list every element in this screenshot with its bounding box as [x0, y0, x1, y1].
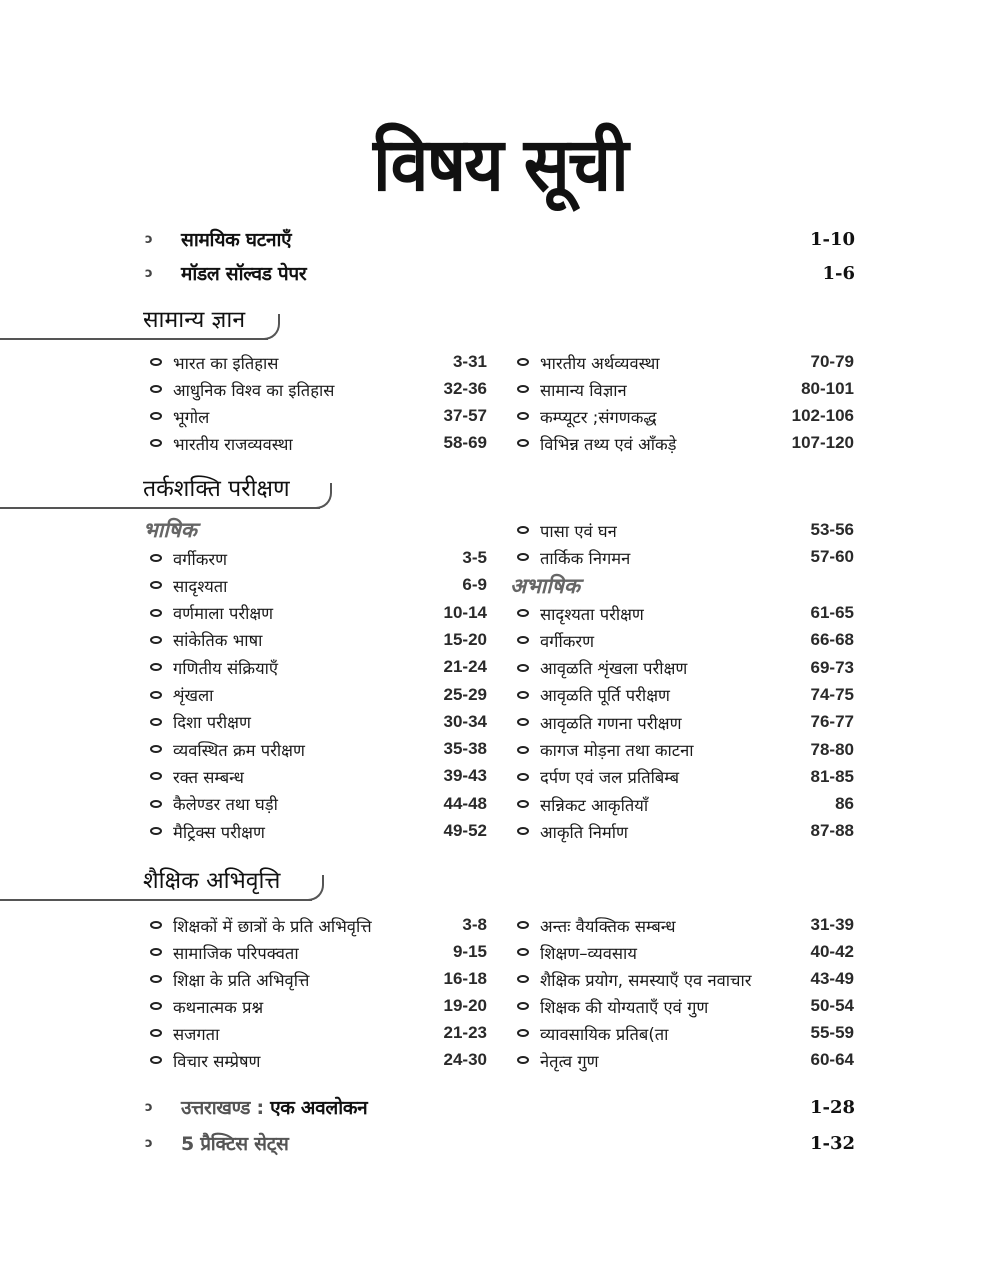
toc-row-label: आकृति निर्माण	[540, 822, 628, 842]
toc-row-label: भारतीय राजव्यवस्था	[173, 434, 293, 454]
toc-row[interactable]	[150, 709, 487, 735]
toc-entry-label: 5 प्रैक्टिस सेट्स	[181, 1133, 289, 1155]
toc-row-pages: 43-49	[810, 969, 854, 988]
toc-row[interactable]	[150, 1020, 487, 1046]
circle-bullet-icon	[150, 691, 162, 699]
toc-row-pages: 30-34	[443, 711, 487, 731]
circle-bullet-icon	[150, 663, 162, 671]
circle-bullet-icon	[150, 554, 162, 562]
page-title: विषय सूची	[373, 122, 627, 208]
circle-bullet-icon	[517, 746, 529, 754]
toc-row-pages: 21-24	[443, 657, 487, 677]
toc-row-label: शृंखला	[173, 686, 214, 705]
toc-row[interactable]	[517, 764, 854, 790]
section-title: तर्कशक्ति परीक्षण	[143, 476, 290, 502]
section-rule-curve	[314, 483, 332, 509]
circle-bullet-icon	[150, 745, 162, 753]
toc-row-label: सादृश्यता	[173, 576, 228, 596]
circle-bullet-icon	[150, 581, 162, 589]
section-header-general-knowledge	[0, 300, 290, 340]
toc-entry-label	[181, 1094, 810, 1120]
circle-bullet-icon	[517, 1002, 529, 1010]
toc-row[interactable]	[150, 682, 487, 708]
toc-row[interactable]	[150, 939, 487, 965]
toc-row-pages: 61-65	[810, 603, 854, 622]
circle-bullet-icon	[517, 1056, 529, 1064]
toc-row-label: दिशा परीक्षण	[173, 713, 251, 733]
toc-row-label: सामाजिक परिपक्वता	[173, 943, 299, 963]
circle-bullet-icon	[517, 691, 529, 699]
toc-row-label: भारत का इतिहास	[173, 353, 279, 373]
toc-row-pages: 6-9	[462, 575, 487, 595]
toc-row[interactable]	[517, 709, 854, 735]
toc-row-pages: 60-64	[810, 1050, 854, 1069]
toc-row[interactable]	[517, 993, 854, 1019]
section-rule	[0, 338, 268, 340]
toc-row[interactable]	[517, 1047, 854, 1073]
circle-bullet-icon	[150, 609, 162, 617]
circle-bullet-icon	[517, 385, 529, 393]
toc-row-label: सजगता	[173, 1024, 220, 1044]
toc-row[interactable]	[150, 376, 487, 402]
toc-row-pages: 49-52	[443, 821, 487, 840]
toc-row-pages: 39-43	[443, 766, 487, 786]
toc-row-pages: 69-73	[810, 657, 854, 677]
circle-bullet-icon	[517, 609, 529, 617]
circle-bullet-icon	[517, 827, 529, 835]
toc-row-label: कैलेण्डर तथा घड़ी	[173, 795, 278, 815]
toc-entry-pages: 1-28	[809, 1096, 855, 1118]
toc-entry-model-solved-paper[interactable]	[145, 258, 855, 288]
toc-row[interactable]	[517, 627, 854, 653]
toc-row-label: वर्णमाला परीक्षण	[173, 604, 274, 624]
section-rule	[0, 507, 320, 509]
toc-row[interactable]	[517, 376, 854, 402]
circle-bullet-icon	[150, 921, 162, 929]
circle-bullet-icon	[517, 773, 529, 781]
toc-row-pages: 3-31	[452, 352, 487, 371]
circle-bullet-icon	[517, 439, 529, 447]
toc-row-label: आवृळति गणना परीक्षण	[540, 713, 682, 733]
circle-bullet-icon	[517, 526, 529, 534]
toc-row[interactable]	[150, 572, 487, 598]
toc-row-pages: 107-120	[791, 433, 854, 452]
toc-row-label: व्यवस्थित क्रम परीक्षण	[173, 740, 305, 760]
toc-row-pages: 3-8	[462, 915, 487, 934]
toc-row[interactable]	[150, 993, 487, 1019]
toc-row-pages: 81-85	[810, 766, 854, 786]
circle-bullet-icon	[150, 1002, 162, 1010]
toc-row-label: कागज मोड़ना तथा काटना	[540, 741, 694, 760]
toc-row[interactable]	[517, 818, 854, 844]
toc-row-pages: 44-48	[443, 793, 487, 813]
toc-row[interactable]	[150, 966, 487, 992]
toc-row-label: व्यावसायिक प्रतिब(ता	[540, 1024, 669, 1044]
toc-row-label: अन्तः वैयक्तिक सम्बन्ध	[540, 916, 676, 936]
circle-bullet-icon	[150, 358, 162, 366]
toc-row[interactable]	[150, 791, 487, 817]
toc-row[interactable]	[517, 737, 854, 763]
circle-bullet-icon	[517, 553, 529, 561]
toc-row-label: शिक्षा के प्रति अभिवृत्ति	[173, 970, 310, 990]
circle-bullet-icon	[517, 800, 529, 808]
toc-entry-label: सामयिक घटनाएँ	[181, 229, 292, 251]
toc-row-label: मैट्रिक्स परीक्षण	[173, 822, 265, 842]
toc-row-pages: 66-68	[810, 630, 854, 650]
toc-row[interactable]	[150, 430, 487, 456]
toc-row-pages: 86	[835, 794, 854, 814]
circle-bullet-icon	[517, 975, 529, 983]
toc-row-label: विभिन्न तथ्य एवं आँकड़े	[540, 434, 677, 454]
circle-bullet-icon	[150, 1056, 162, 1064]
toc-row-label: भारतीय अर्थव्यवस्था	[540, 353, 660, 373]
toc-entry-label-part1: उत्तराखण्ड :	[181, 1097, 271, 1119]
toc-row[interactable]	[517, 600, 854, 626]
toc-row-pages: 35-38	[443, 739, 487, 759]
toc-row-label: सादृश्यता परीक्षण	[540, 604, 644, 624]
toc-row-pages: 55-59	[810, 1023, 854, 1042]
toc-row-pages: 58-69	[443, 433, 487, 452]
toc-row-label: सन्निकट आकृतियाँ	[540, 795, 649, 815]
toc-row-label: शैक्षिक प्रयोग, समस्याएँ एव नवाचार	[540, 970, 752, 990]
toc-row-label: भूगोल	[173, 407, 210, 427]
section-rule-curve	[306, 875, 324, 901]
circle-bullet-icon	[150, 385, 162, 393]
section-header-educational-aptitude	[0, 861, 330, 901]
toc-row-label: शिक्षक की योग्यताएँ एवं गुण	[540, 997, 709, 1017]
toc-row-pages: 31-39	[810, 915, 854, 934]
toc-row-label: सांकेतिक भाषा	[173, 631, 263, 651]
toc-row-label: नेतृत्व गुण	[540, 1051, 599, 1071]
circle-bullet-icon	[150, 718, 162, 726]
toc-row-label: आवृळति पूर्ति परीक्षण	[540, 686, 670, 706]
toc-entry-practice-sets[interactable]	[145, 1128, 855, 1158]
toc-row[interactable]	[517, 655, 854, 681]
toc-row-label: गणितीय संक्रियाएँ	[173, 658, 279, 678]
toc-row-pages: 70-79	[810, 352, 854, 371]
toc-row-pages: 57-60	[810, 547, 854, 566]
circle-bullet-icon	[517, 412, 529, 420]
toc-row-pages: 32-36	[443, 379, 487, 398]
hook-bullet-icon: ɔ	[145, 1099, 153, 1115]
toc-row-label: सामान्य विज्ञान	[540, 380, 627, 400]
toc-row-label: वर्गीकरण	[173, 549, 228, 569]
subheading-verbal: भाषिक	[143, 517, 197, 542]
toc-row-label: तार्किक निगमन	[540, 548, 631, 568]
circle-bullet-icon	[517, 358, 529, 366]
toc-row[interactable]	[150, 818, 487, 844]
section-rule	[0, 899, 312, 901]
hook-bullet-icon: ɔ	[145, 231, 153, 247]
toc-row-label: विचार सम्प्रेषण	[173, 1051, 261, 1071]
circle-bullet-icon	[150, 1029, 162, 1037]
toc-row[interactable]	[150, 600, 487, 626]
toc-entry-pages: 1-32	[809, 1132, 855, 1154]
toc-row-label: शिक्षकों में छात्रों के प्रति अभिवृत्ति	[173, 916, 372, 936]
toc-row[interactable]	[150, 545, 487, 571]
circle-bullet-icon	[517, 948, 529, 956]
section-rule-curve	[262, 314, 280, 340]
circle-bullet-icon	[150, 412, 162, 420]
toc-entry-current-affairs[interactable]	[145, 224, 855, 254]
toc-row[interactable]	[517, 349, 854, 375]
toc-row-pages: 19-20	[443, 996, 487, 1015]
subheading-nonverbal: अभाषिक	[510, 573, 580, 598]
toc-row-pages: 78-80	[810, 739, 854, 759]
toc-row-pages: 15-20	[443, 629, 487, 649]
hook-bullet-icon: ɔ	[145, 1135, 153, 1151]
toc-row-label: पासा एवं घन	[540, 521, 617, 541]
toc-row[interactable]	[150, 736, 487, 762]
toc-row-pages: 53-56	[810, 520, 854, 539]
toc-row[interactable]	[150, 763, 487, 789]
toc-row[interactable]	[517, 544, 854, 570]
toc-row-label: रक्त सम्बन्ध	[173, 767, 244, 787]
section-header-reasoning	[0, 469, 340, 509]
toc-row-pages: 74-75	[810, 684, 854, 704]
toc-row[interactable]	[150, 349, 487, 375]
toc-row[interactable]	[517, 517, 854, 543]
toc-entry-pages: 1-6	[822, 262, 855, 284]
circle-bullet-icon	[517, 664, 529, 672]
toc-row-pages: 40-42	[810, 942, 854, 961]
toc-row[interactable]	[517, 403, 854, 429]
toc-row-label: कम्प्यूटर ;संगणकद्ध	[540, 407, 657, 427]
circle-bullet-icon	[517, 718, 529, 726]
toc-row-pages: 50-54	[810, 996, 854, 1015]
toc-row[interactable]	[517, 912, 854, 938]
toc-row[interactable]	[517, 430, 854, 456]
circle-bullet-icon	[150, 800, 162, 808]
toc-row[interactable]	[517, 966, 854, 992]
toc-row[interactable]	[150, 627, 487, 653]
circle-bullet-icon	[150, 975, 162, 983]
toc-row-pages: 37-57	[443, 406, 487, 425]
toc-entry-uttarakhand-overview[interactable]	[145, 1092, 855, 1122]
toc-entry-pages: 1-10	[809, 228, 855, 250]
toc-row[interactable]	[150, 1047, 487, 1073]
circle-bullet-icon	[150, 772, 162, 780]
circle-bullet-icon	[150, 827, 162, 835]
section-title: सामान्य ज्ञान	[143, 307, 246, 333]
toc-row[interactable]	[150, 654, 487, 680]
toc-row-pages: 80-101	[801, 379, 854, 398]
circle-bullet-icon	[517, 636, 529, 644]
toc-row-pages: 102-106	[791, 406, 854, 425]
toc-row-pages: 9-15	[452, 942, 487, 961]
toc-row-label: आवृळति शृंखला परीक्षण	[540, 659, 688, 679]
hook-bullet-icon: ɔ	[145, 265, 153, 281]
circle-bullet-icon	[150, 948, 162, 956]
toc-entry-label: मॉडल सॉल्वड पेपर	[181, 263, 307, 285]
circle-bullet-icon	[150, 636, 162, 644]
circle-bullet-icon	[517, 1029, 529, 1037]
toc-row-pages: 24-30	[443, 1050, 487, 1069]
circle-bullet-icon	[517, 921, 529, 929]
toc-row-label: आधुनिक विश्व का इतिहास	[173, 380, 335, 400]
toc-row[interactable]	[517, 939, 854, 965]
toc-row[interactable]	[150, 403, 487, 429]
toc-row-pages: 16-18	[443, 969, 487, 988]
toc-row[interactable]	[517, 682, 854, 708]
toc-row-label: वर्गीकरण	[540, 631, 595, 651]
toc-row-pages: 25-29	[443, 684, 487, 704]
toc-row-label: दर्पण एवं जल प्रतिबिम्ब	[540, 768, 680, 788]
toc-row-label: कथनात्मक प्रश्न	[173, 997, 264, 1017]
section-title: शैक्षिक अभिवृत्ति	[143, 868, 281, 894]
toc-row[interactable]	[150, 912, 487, 938]
toc-row-pages: 10-14	[443, 602, 487, 622]
toc-row-label: शिक्षण–व्यवसाय	[540, 943, 637, 963]
toc-row-pages: 21-23	[443, 1023, 487, 1042]
toc-row-pages: 76-77	[810, 712, 854, 732]
toc-row-pages: 87-88	[810, 821, 854, 841]
toc-row[interactable]	[517, 791, 854, 817]
circle-bullet-icon	[150, 439, 162, 447]
toc-entry-label-part2: एक अवलोकन	[270, 1097, 368, 1119]
toc-row[interactable]	[517, 1020, 854, 1046]
toc-row-pages: 3-5	[462, 548, 487, 567]
